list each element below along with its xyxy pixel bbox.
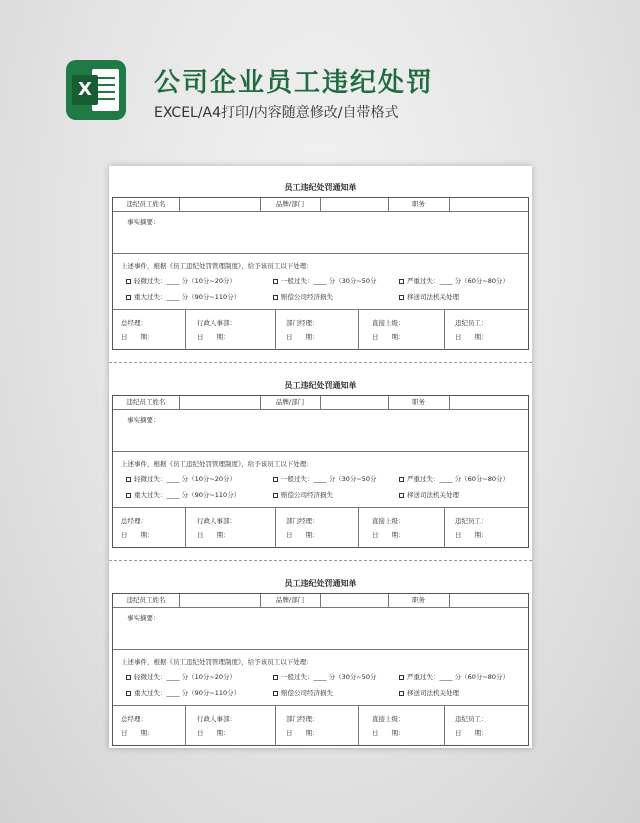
option-general[interactable]: 一般过失：____ 分（30分~50分: [273, 672, 377, 681]
declaration-text: 上述事件，根据《员工违纪处罚管理制度》，给予该员工以下处理：: [121, 658, 313, 666]
position-label: 职务: [412, 200, 425, 208]
option-major[interactable]: 重大过失：____ 分（90分~110分）: [126, 292, 240, 301]
signer-supervisor: 直接上级：: [372, 715, 405, 723]
checkbox[interactable]: [399, 477, 404, 482]
employee-info-row: [113, 396, 528, 410]
option-compensation[interactable]: 赔偿公司经济损失: [273, 688, 333, 697]
cut-line: [109, 362, 532, 363]
employee-name-label: 违纪员工姓名: [126, 596, 166, 604]
fact-summary-label: 事实摘要：: [127, 614, 160, 622]
option-compensation[interactable]: 赔偿公司经济损失: [273, 292, 333, 301]
department-value[interactable]: [321, 198, 388, 211]
date-label: 日 期：: [455, 531, 488, 539]
checkbox[interactable]: [399, 493, 404, 498]
option-minor[interactable]: 轻微过失：____ 分（10分~20分）: [126, 474, 236, 483]
form-title: 员工违纪处罚通知单: [284, 183, 357, 192]
date-label: 日 期：: [286, 729, 319, 737]
position-label: 职务: [412, 398, 425, 406]
department-label: 品牌/部门: [275, 596, 305, 604]
declaration-text: 上述事件，根据《员工违纪处罚管理制度》，给予该员工以下处理：: [121, 460, 313, 468]
date-label: 日 期：: [197, 333, 230, 341]
date-label: 日 期：: [455, 333, 488, 341]
position-label: 职务: [412, 596, 425, 604]
signer-gm: 总经理：: [121, 319, 147, 327]
date-label: 日 期：: [121, 333, 154, 341]
form-table: [112, 593, 529, 746]
form-title: 员工违纪处罚通知单: [284, 381, 357, 390]
signer-dept-manager: 部门经理：: [286, 517, 319, 525]
checkbox[interactable]: [399, 279, 404, 284]
option-major[interactable]: 重大过失：____ 分（90分~110分）: [126, 490, 240, 499]
form-table: [112, 197, 529, 350]
option-serious[interactable]: 严重过失：____ 分（60分~80分）: [399, 474, 509, 483]
employee-name-label: 违纪员工姓名: [126, 200, 166, 208]
position-value[interactable]: [450, 594, 528, 607]
signer-employee: 违纪员工：: [455, 715, 488, 723]
date-label: 日 期：: [372, 729, 405, 737]
checkbox[interactable]: [273, 295, 278, 300]
signer-hr: 行政人事部：: [197, 319, 236, 327]
date-label: 日 期：: [455, 729, 488, 737]
checkbox[interactable]: [273, 691, 278, 696]
option-general[interactable]: 一般过失：____ 分（30分~50分: [273, 276, 377, 285]
notice-form-1: [109, 166, 532, 356]
header: [66, 58, 626, 122]
signer-supervisor: 直接上级：: [372, 319, 405, 327]
signer-dept-manager: 部门经理：: [286, 715, 319, 723]
document-page: [109, 166, 532, 748]
checkbox[interactable]: [273, 279, 278, 284]
date-label: 日 期：: [372, 531, 405, 539]
checkbox[interactable]: [399, 295, 404, 300]
employee-name-value[interactable]: [180, 198, 260, 211]
signer-supervisor: 直接上级：: [372, 517, 405, 525]
date-label: 日 期：: [372, 333, 405, 341]
checkbox[interactable]: [126, 279, 131, 284]
date-label: 日 期：: [197, 531, 230, 539]
department-label: 品牌/部门: [275, 398, 305, 406]
option-major[interactable]: 重大过失：____ 分（90分~110分）: [126, 688, 240, 697]
signer-employee: 违纪员工：: [455, 517, 488, 525]
option-serious[interactable]: 严重过失：____ 分（60分~80分）: [399, 276, 509, 285]
employee-name-value[interactable]: [180, 594, 260, 607]
page-title: 公司企业员工违纪处罚: [154, 68, 435, 98]
option-judicial[interactable]: 移送司法机关处理: [399, 292, 459, 301]
checkbox[interactable]: [126, 691, 131, 696]
option-minor[interactable]: 轻微过失：____ 分（10分~20分）: [126, 276, 236, 285]
checkbox[interactable]: [273, 493, 278, 498]
date-label: 日 期：: [121, 531, 154, 539]
date-label: 日 期：: [286, 333, 319, 341]
page-subtitle: EXCEL/A4打印/内容随意修改/自带格式: [154, 105, 399, 121]
notice-form-3: [109, 562, 532, 752]
fact-summary-label: 事实摘要：: [127, 218, 160, 226]
signer-employee: 违纪员工：: [455, 319, 488, 327]
option-compensation[interactable]: 赔偿公司经济损失: [273, 490, 333, 499]
checkbox[interactable]: [399, 675, 404, 680]
position-value[interactable]: [450, 198, 528, 211]
signer-hr: 行政人事部：: [197, 715, 236, 723]
option-judicial[interactable]: 移送司法机关处理: [399, 490, 459, 499]
option-general[interactable]: 一般过失：____ 分（30分~50分: [273, 474, 377, 483]
checkbox[interactable]: [273, 675, 278, 680]
form-table: [112, 395, 529, 548]
excel-logo-letter: X: [72, 75, 98, 105]
option-minor[interactable]: 轻微过失：____ 分（10分~20分）: [126, 672, 236, 681]
form-title: 员工违纪处罚通知单: [284, 579, 357, 588]
employee-info-row: [113, 198, 528, 212]
checkbox[interactable]: [126, 477, 131, 482]
option-judicial[interactable]: 移送司法机关处理: [399, 688, 459, 697]
excel-icon: [66, 60, 126, 120]
department-label: 品牌/部门: [275, 200, 305, 208]
notice-form-2: [109, 364, 532, 554]
checkbox[interactable]: [126, 295, 131, 300]
department-value[interactable]: [321, 594, 388, 607]
checkbox[interactable]: [126, 493, 131, 498]
employee-name-value[interactable]: [180, 396, 260, 409]
checkbox[interactable]: [399, 691, 404, 696]
fact-summary-label: 事实摘要：: [127, 416, 160, 424]
position-value[interactable]: [450, 396, 528, 409]
department-value[interactable]: [321, 396, 388, 409]
cut-line: [109, 560, 532, 561]
employee-name-label: 违纪员工姓名: [126, 398, 166, 406]
signer-dept-manager: 部门经理：: [286, 319, 319, 327]
date-label: 日 期：: [197, 729, 230, 737]
employee-info-row: [113, 594, 528, 608]
signer-hr: 行政人事部：: [197, 517, 236, 525]
checkbox[interactable]: [126, 675, 131, 680]
signer-gm: 总经理：: [121, 517, 147, 525]
checkbox[interactable]: [273, 477, 278, 482]
date-label: 日 期：: [121, 729, 154, 737]
declaration-text: 上述事件，根据《员工违纪处罚管理制度》，给予该员工以下处理：: [121, 262, 313, 270]
date-label: 日 期：: [286, 531, 319, 539]
option-serious[interactable]: 严重过失：____ 分（60分~80分）: [399, 672, 509, 681]
signer-gm: 总经理：: [121, 715, 147, 723]
